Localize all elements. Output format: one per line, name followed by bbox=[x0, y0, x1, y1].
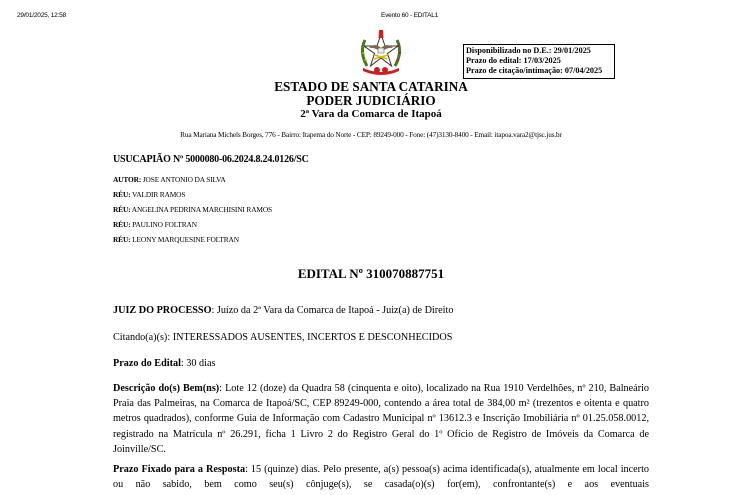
party-line bbox=[113, 175, 226, 184]
print-header bbox=[0, 12, 742, 24]
prazo-value: : 30 dias bbox=[180, 358, 216, 369]
citando-line: Citando(a)(s): INTERESSADOS AUSENTES, INCERTOS E DESCONHECIDOS bbox=[113, 332, 453, 343]
party-name: PAULINO FOLTRAN bbox=[130, 220, 197, 229]
description-value: : Lote 12 (doze) da Quadra 58 (cinquenta e oito), localizado na Rua 1910 Verdelhões, nº 210, Balneário Praia das Palmeiras, na Comarca de Itapoá/SC, CEP 89249-000, contendo a área total de 384,00 m² (trezentos e oitenta e quatro metros quadrados), conforme Guia de Informação com Cadastro Municipal nº 13612.3 e Inscrição Imobiliária nº 01.25.058.0012, registrado na Matrícula nº 26.291, ficha 1 Livro 2 do Registro Geral do 1º Ofício de Registro de Imóveis da Comarca de Joinville/SC. bbox=[113, 383, 650, 455]
available-date: Disponibilizado no D.E.: 29/01/2025 bbox=[466, 46, 591, 55]
judge-line bbox=[113, 303, 649, 318]
judge-value: : Juízo da 2ª Vara da Comarca de Itapoá - Juiz(a) de Direito bbox=[211, 305, 454, 316]
party-role: AUTOR: bbox=[113, 175, 142, 184]
party-line bbox=[113, 235, 239, 244]
state-name: ESTADO DE SANTA CATARINA bbox=[274, 79, 468, 94]
party-role: RÉU: bbox=[113, 235, 131, 244]
party-role: RÉU: bbox=[113, 190, 131, 199]
party-name: ANGELINA PEDRINA MARCHISINI RAMOS bbox=[130, 205, 272, 214]
coat-of-arms-icon bbox=[355, 26, 407, 78]
party-name: LEONY MARQUESINE FOLTRAN bbox=[130, 235, 239, 244]
publication-dates-box bbox=[463, 44, 615, 79]
response-label: Prazo Fixado para a Resposta bbox=[113, 464, 246, 475]
party-role: RÉU: bbox=[113, 220, 131, 229]
party-line bbox=[113, 190, 185, 199]
party-line bbox=[113, 205, 272, 214]
prazo-label: Prazo do Edital bbox=[113, 358, 181, 369]
judicial-branch: PODER JUDICIÁRIO bbox=[306, 93, 436, 108]
party-role: RÉU: bbox=[113, 205, 131, 214]
process-number: USUCAPIÃO Nº 5000080-06.2024.8.24.0126/SC bbox=[113, 154, 309, 165]
edital-deadline: Prazo do edital: 17/03/2025 bbox=[466, 56, 561, 66]
response-value: : 15 (quinze) dias. Pelo presente, a(s) pessoa(s) acima identificada(s), atualmente em local incerto ou não sabido, bem como seu(s) cônjuge(s), se casada(o)(s) for(em), confrontante(s) e aos eventuais bbox=[113, 464, 649, 491]
court-address: Rua Mariana Michels Borges, 776 - Bairro: Itapema do Norte - CEP: 89249-000 - Fone: (47)3130-8400 - Email: itapoa.vara2@tjsc.jus.br bbox=[180, 130, 562, 139]
citation-deadline: Prazo de citação/intimação: 07/04/2025 bbox=[466, 66, 603, 76]
court-name: 2ª Vara da Comarca de Itapoá bbox=[300, 108, 442, 120]
event-label: Evento 60 - EDITAL1 bbox=[381, 12, 439, 19]
judge-label: JUIZ DO PROCESSO bbox=[113, 305, 212, 316]
description-label: Descrição do(s) Bem(ns) bbox=[113, 383, 220, 394]
response-deadline-paragraph bbox=[113, 462, 649, 492]
property-description bbox=[113, 381, 649, 457]
party-name: VALDIR RAMOS bbox=[130, 190, 186, 199]
prazo-edital-line bbox=[113, 356, 649, 371]
party-line bbox=[113, 220, 197, 229]
print-datetime: 29/01/2025, 12:58 bbox=[17, 12, 67, 19]
party-name: JOSE ANTONIO DA SILVA bbox=[141, 175, 226, 184]
edital-title: EDITAL Nº 310070887751 bbox=[297, 266, 445, 281]
